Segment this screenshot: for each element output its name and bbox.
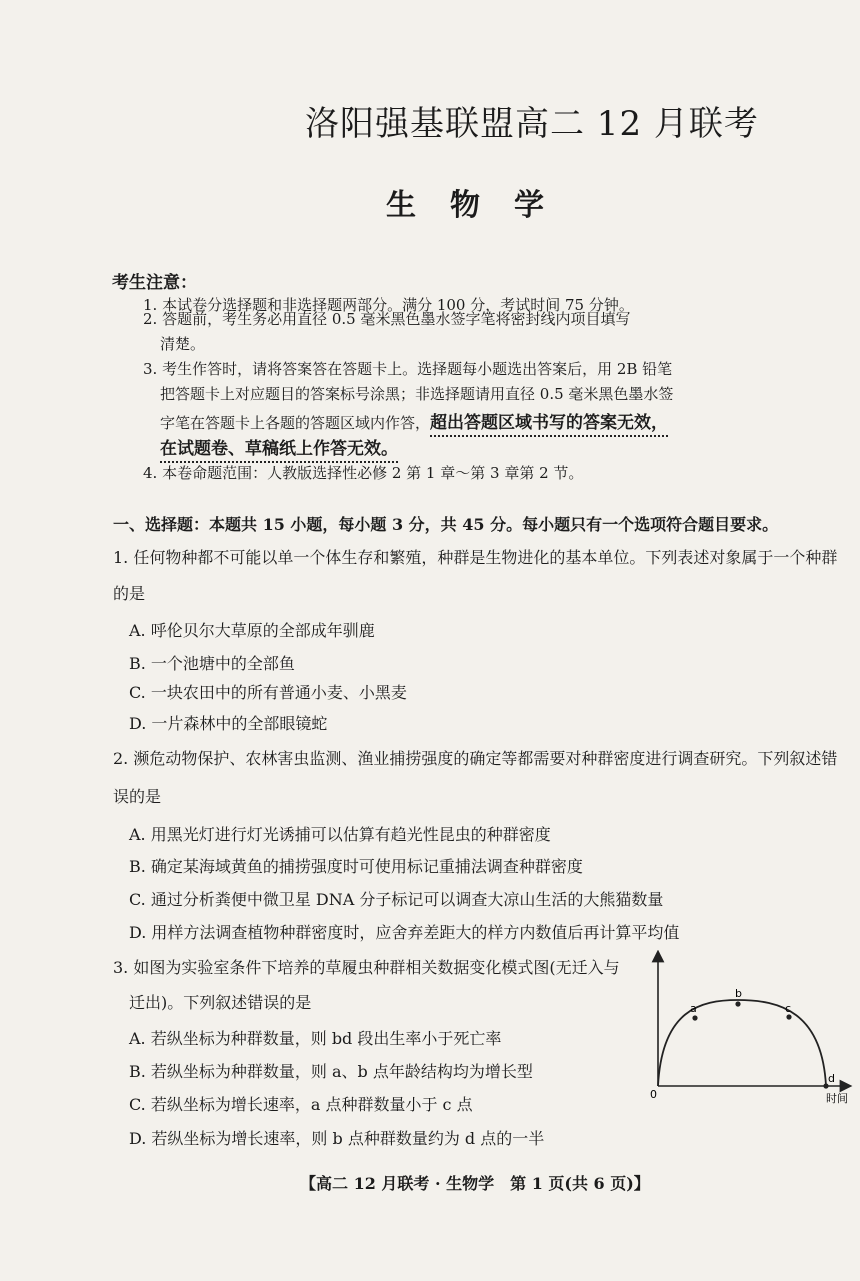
question-stem: 误的是 [113,787,162,806]
option: D. 用样方法调查植物种群密度时，应舍弃差距大的样方内数值后再计算平均值 [129,923,680,942]
option: C. 通过分析粪便中微卫星 DNA 分子标记可以调查大凉山生活的大熊猫数量 [129,890,664,909]
subject-char: 学 [514,188,544,223]
x-axis-label: 时间 [826,1092,848,1105]
question-stem: 迁出)。下列叙述错误的是 [129,993,312,1012]
notice-emphasis [160,434,398,459]
option: C. 一块农田中的所有普通小麦、小黑麦 [129,683,407,702]
label-d: d [828,1072,835,1085]
notice-item-line [160,408,668,433]
origin-label: 0 [650,1088,657,1101]
option: C. 若纵坐标为增长速率，a 点种群数量小于 c 点 [129,1095,473,1114]
option: B. 若纵坐标为种群数量，则 a、b 点年龄结构均为增长型 [129,1062,533,1081]
point-c [786,1014,791,1019]
subject-char: 物 [450,188,480,223]
curve [658,1000,826,1086]
notice-emphasis: 超出答题区域书写的答案无效， [430,413,668,437]
page-footer: 【高二 12 月联考 · 生物学 第 1 页(共 6 页)】 [300,1174,650,1193]
label-a: a [690,1002,697,1015]
question-stem: 1. 任何物种都不可能以单一个体生存和繁殖，种群是生物进化的基本单位。下列表述对象属于一个种群 [113,548,838,567]
point-b [735,1001,740,1006]
population-curve-chart [640,950,860,1110]
notice-item: 清楚。 [160,335,206,353]
option: A. 呼伦贝尔大草原的全部成年驯鹿 [129,621,375,640]
notice-item: 把答题卡上对应题目的答案标号涂黑；非选择题请用直径 0.5 毫米黑色墨水签 [160,385,674,403]
notice-item: 3. 考生作答时，请将答案答在答题卡上。选择题每小题选出答案后，用 2B 铅笔 [143,360,673,378]
option: B. 一个池塘中的全部鱼 [129,654,295,673]
notice-item: 4. 本卷命题范围：人教版选择性必修 2 第 1 章～第 3 章第 2 节。 [143,464,584,482]
exam-title: 洛阳强基联盟高二 12 月联考 [305,104,759,144]
notice-item: 1. 本试卷分选择题和非选择题两部分。满分 100 分，考试时间 75 分钟。 [143,296,634,314]
notice-heading: 考生注意： [112,273,197,293]
question-stem: 的是 [113,584,146,603]
section-heading: 一、选择题：本题共 15 小题，每小题 3 分，共 45 分。每小题只有一个选项符合题目要求。 [113,515,779,534]
option: A. 用黑光灯进行灯光诱捕可以估算有趋光性昆虫的种群密度 [129,825,551,844]
notice-text: 字笔在答题卡上各题的答题区域内作答， [160,414,431,432]
option: A. 若纵坐标为种群数量，则 bd 段出生率小于死亡率 [129,1029,502,1048]
label-b: b [735,987,742,1000]
notice-emphasis-text: 在试题卷、草稿纸上作答无效。 [160,439,398,463]
subject-char: 生 [386,188,416,223]
question-stem: 2. 濒危动物保护、农林害虫监测、渔业捕捞强度的确定等都需要对种群密度进行调查研究。下列叙述错 [113,749,838,768]
option: D. 若纵坐标为增长速率，则 b 点种群数量约为 d 点的一半 [129,1129,545,1148]
notice-item: 2. 答题前，考生务必用直径 0.5 毫米黑色墨水签字笔将密封线内项目填写 [143,310,631,328]
subject-title [386,180,578,224]
option: D. 一片森林中的全部眼镜蛇 [129,714,328,733]
label-c: c [785,1002,792,1015]
option: B. 确定某海域黄鱼的捕捞强度时可使用标记重捕法调查种群密度 [129,857,583,876]
question-stem: 3. 如图为实验室条件下培养的草履虫种群相关数据变化模式图(无迁入与 [113,958,620,977]
point-a [692,1015,697,1020]
